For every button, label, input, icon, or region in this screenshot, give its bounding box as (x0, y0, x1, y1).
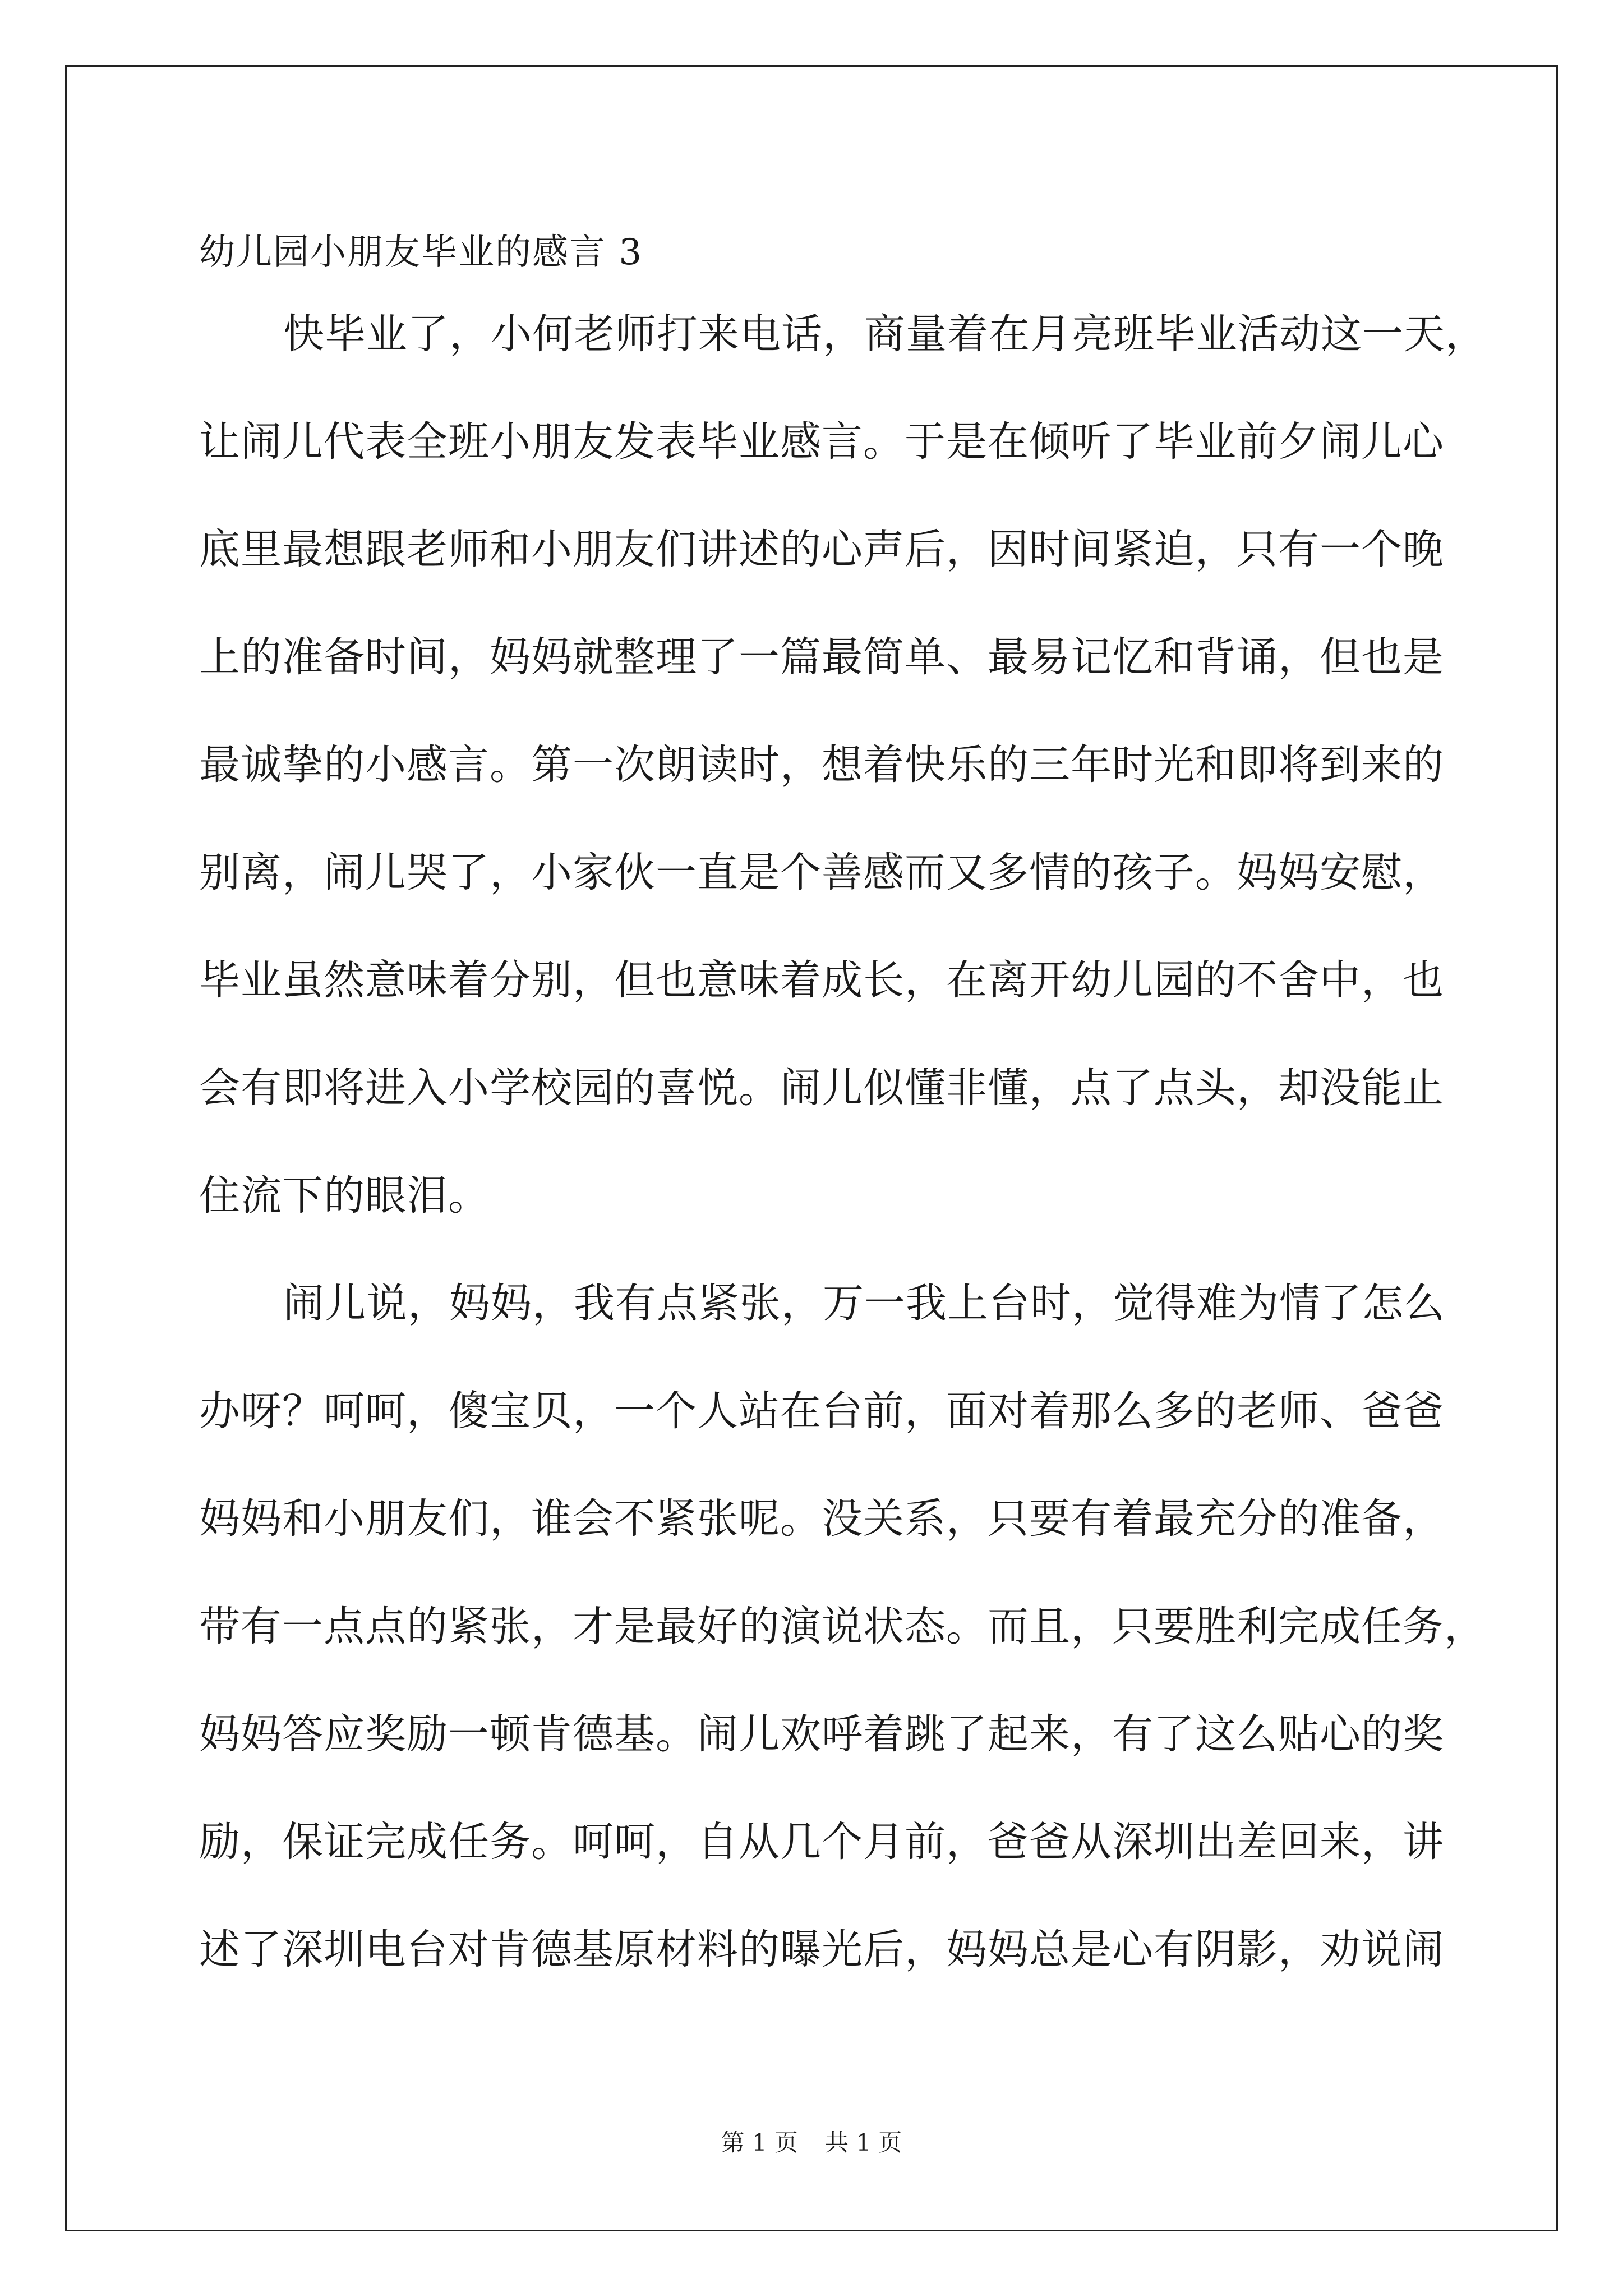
text-line: 别离，闹儿哭了，小家伙一直是个善感而又多情的孩子。妈妈安慰， (199, 849, 1444, 896)
text-line: 最诚挚的小感言。第一次朗读时，想着快乐的三年时光和即将到来的 (199, 741, 1444, 789)
paragraph-1 (199, 280, 1487, 1250)
document-title: 幼儿园小朋友毕业的感言 3 (199, 232, 643, 273)
text-line: 毕业虽然意味着分别，但也意味着成长，在离开幼儿园的不舍中，也 (199, 956, 1444, 1004)
text-line: 述了深圳电台对肯德基原材料的曝光后，妈妈总是心有阴影，劝说闹 (199, 1926, 1444, 1973)
text-line: 底里最想跟老师和小朋友们讲述的心声后，因时间紧迫，只有一个晚 (199, 526, 1444, 573)
text-line: 上的准备时间，妈妈就整理了一篇最简单、最易记忆和背诵，但也是 (199, 633, 1444, 681)
text-line: 妈妈答应奖励一顿肯德基。闹儿欢呼着跳了起来，有了这么贴心的奖 (199, 1710, 1444, 1758)
text-line: 妈妈和小朋友们，谁会不紧张呢。没关系，只要有着最充分的准备， (199, 1495, 1444, 1543)
document-body (199, 280, 1487, 2004)
paragraph-2 (199, 1250, 1486, 2004)
text-line: 会有即将进入小学校园的喜悦。闹儿似懂非懂，点了点头，却没能止 (199, 1064, 1444, 1112)
text-line: 闹儿说，妈妈，我有点紧张，万一我上台时，觉得难为情了怎么 (283, 1280, 1445, 1327)
text-line: 快毕业了，小何老师打来电话，商量着在月亮班毕业活动这一天， (283, 310, 1487, 358)
page-number: 第 1 页 (721, 2129, 798, 2156)
page-footer (0, 2126, 1623, 2160)
text-line: 办呀？呵呵，傻宝贝，一个人站在台前，面对着那么多的老师、爸爸 (199, 1387, 1444, 1435)
text-line: 住流下的眼泪。 (199, 1172, 490, 1220)
text-line: 让闹儿代表全班小朋友发表毕业感言。于是在倾听了毕业前夕闹儿心 (199, 418, 1444, 466)
text-line: 带有一点点的紧张，才是最好的演说状态。而且，只要胜利完成任务， (199, 1603, 1486, 1650)
page-total: 共 1 页 (825, 2129, 902, 2156)
text-line: 励，保证完成任务。呵呵，自从几个月前，爸爸从深圳出差回来，讲 (199, 1818, 1444, 1866)
